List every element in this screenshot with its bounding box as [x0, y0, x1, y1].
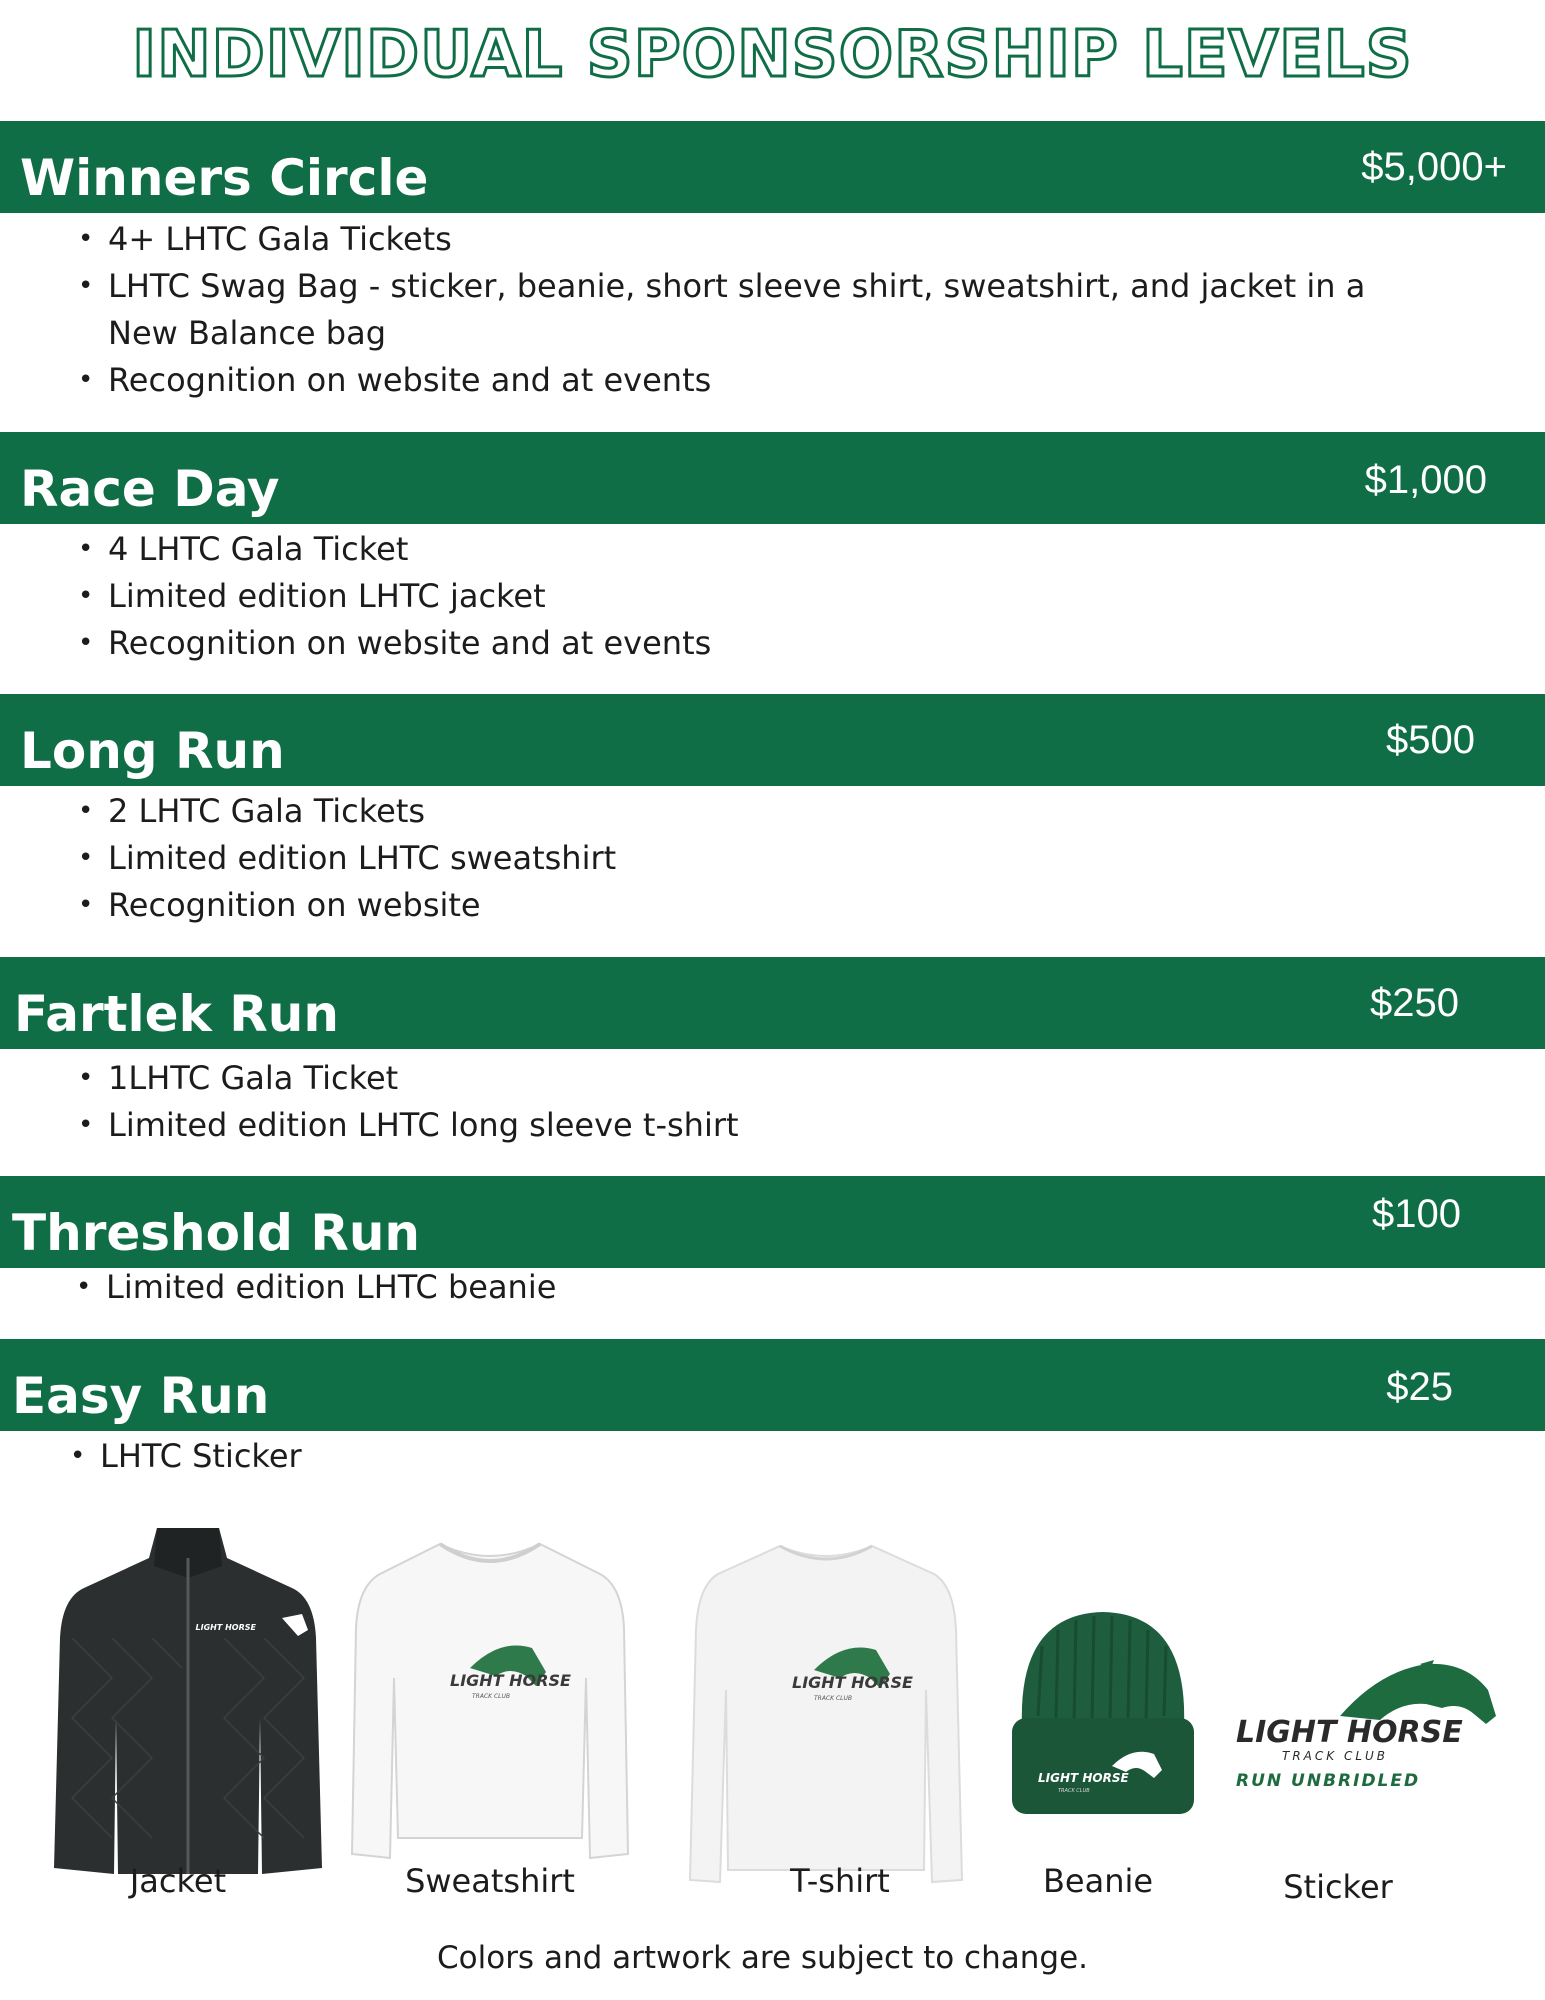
bullet-icon: • [78, 271, 94, 301]
level-band-race-day [0, 432, 1545, 524]
page-title: INDIVIDUAL SPONSORSHIP LEVELS [132, 18, 1413, 92]
level-price: $100 [1372, 1192, 1461, 1236]
level-name: Long Run [20, 722, 285, 780]
level-name: Easy Run [12, 1367, 270, 1425]
benefit-item: • Limited edition LHTC long sleeve t-shirt [74, 1102, 1414, 1149]
benefit-list-race-day [74, 526, 1414, 667]
bullet-icon: • [78, 890, 94, 920]
merch-caption-jacket: Jacket [129, 1862, 227, 1900]
bullet-icon: • [78, 365, 94, 395]
beanie-image [1008, 1606, 1198, 1818]
tshirt-image [688, 1540, 964, 1890]
level-band-threshold-run [0, 1176, 1545, 1268]
svg-text:TRACK CLUB: TRACK CLUB [814, 1695, 853, 1702]
svg-text:LIGHT HORSE: LIGHT HORSE [450, 1671, 571, 1690]
benefit-item: • 1LHTC Gala Ticket [74, 1055, 1414, 1102]
benefit-list-winners-circle [74, 216, 1414, 404]
svg-text:RUN UNBRIDLED: RUN UNBRIDLED [1236, 1771, 1421, 1791]
footer-note: Colors and artwork are subject to change. [437, 1940, 1088, 1976]
benefit-item: • Recognition on website [74, 882, 1414, 929]
benefit-item: • Limited edition LHTC jacket [74, 573, 1414, 620]
svg-text:TRACK CLUB: TRACK CLUB [1282, 1749, 1389, 1763]
bullet-icon: • [78, 843, 94, 873]
level-band-winners-circle [0, 121, 1545, 213]
svg-text:LIGHT HORSE: LIGHT HORSE [1236, 1715, 1463, 1750]
level-band-easy-run [0, 1339, 1545, 1431]
svg-text:TRACK CLUB: TRACK CLUB [1058, 1788, 1090, 1794]
merch-caption-sticker: Sticker [1283, 1868, 1393, 1906]
bullet-icon: • [78, 628, 94, 658]
merch-caption-sweatshirt: Sweatshirt [405, 1862, 575, 1900]
level-band-long-run [0, 694, 1545, 786]
bullet-icon: • [78, 224, 94, 254]
level-price: $25 [1386, 1365, 1453, 1409]
level-name: Fartlek Run [14, 985, 339, 1043]
jacket-image [52, 1518, 324, 1880]
benefit-item: • LHTC Swag Bag - sticker, beanie, short sleeve shirt, sweatshirt, and jacket in a New Balance bag [74, 263, 1414, 357]
bullet-icon: • [78, 796, 94, 826]
benefit-item: • Recognition on website and at events [74, 357, 1414, 404]
bullet-icon: • [78, 1110, 94, 1140]
level-price: $1,000 [1364, 458, 1487, 502]
bullet-icon: • [70, 1441, 86, 1471]
level-band-fartlek-run [0, 957, 1545, 1049]
level-price: $5,000+ [1361, 145, 1507, 189]
svg-text:LIGHT HORSE: LIGHT HORSE [1038, 1771, 1129, 1785]
level-price: $500 [1386, 718, 1475, 762]
benefit-item: • Recognition on website and at events [74, 620, 1414, 667]
level-name: Threshold Run [12, 1204, 421, 1262]
merch-caption-beanie: Beanie [1042, 1862, 1154, 1900]
svg-text:LIGHT HORSE: LIGHT HORSE [792, 1673, 913, 1692]
bullet-icon: • [78, 534, 94, 564]
svg-text:LIGHT HORSE: LIGHT HORSE [195, 1623, 256, 1632]
benefit-list-easy-run [66, 1433, 1406, 1480]
benefit-list-fartlek-run [74, 1055, 1414, 1149]
benefit-item: • 2 LHTC Gala Tickets [74, 788, 1414, 835]
benefit-list-threshold-run [72, 1264, 1412, 1311]
level-name: Winners Circle [20, 149, 429, 207]
bullet-icon: • [78, 1063, 94, 1093]
level-price: $250 [1370, 981, 1459, 1025]
benefit-item: • 4+ LHTC Gala Tickets [74, 216, 1414, 263]
benefit-list-long-run [74, 788, 1414, 929]
bullet-icon: • [78, 581, 94, 611]
sticker-image [1230, 1660, 1510, 1800]
merch-caption-tshirt: T-shirt [790, 1862, 890, 1900]
benefit-item: • LHTC Sticker [66, 1433, 1406, 1480]
benefit-item: • Limited edition LHTC sweatshirt [74, 835, 1414, 882]
svg-text:TRACK CLUB: TRACK CLUB [472, 1693, 511, 1700]
sweatshirt-image [350, 1538, 630, 1868]
benefit-item: • Limited edition LHTC beanie [72, 1264, 1412, 1311]
benefit-item: • 4 LHTC Gala Ticket [74, 526, 1414, 573]
level-name: Race Day [20, 460, 280, 518]
bullet-icon: • [76, 1272, 92, 1302]
